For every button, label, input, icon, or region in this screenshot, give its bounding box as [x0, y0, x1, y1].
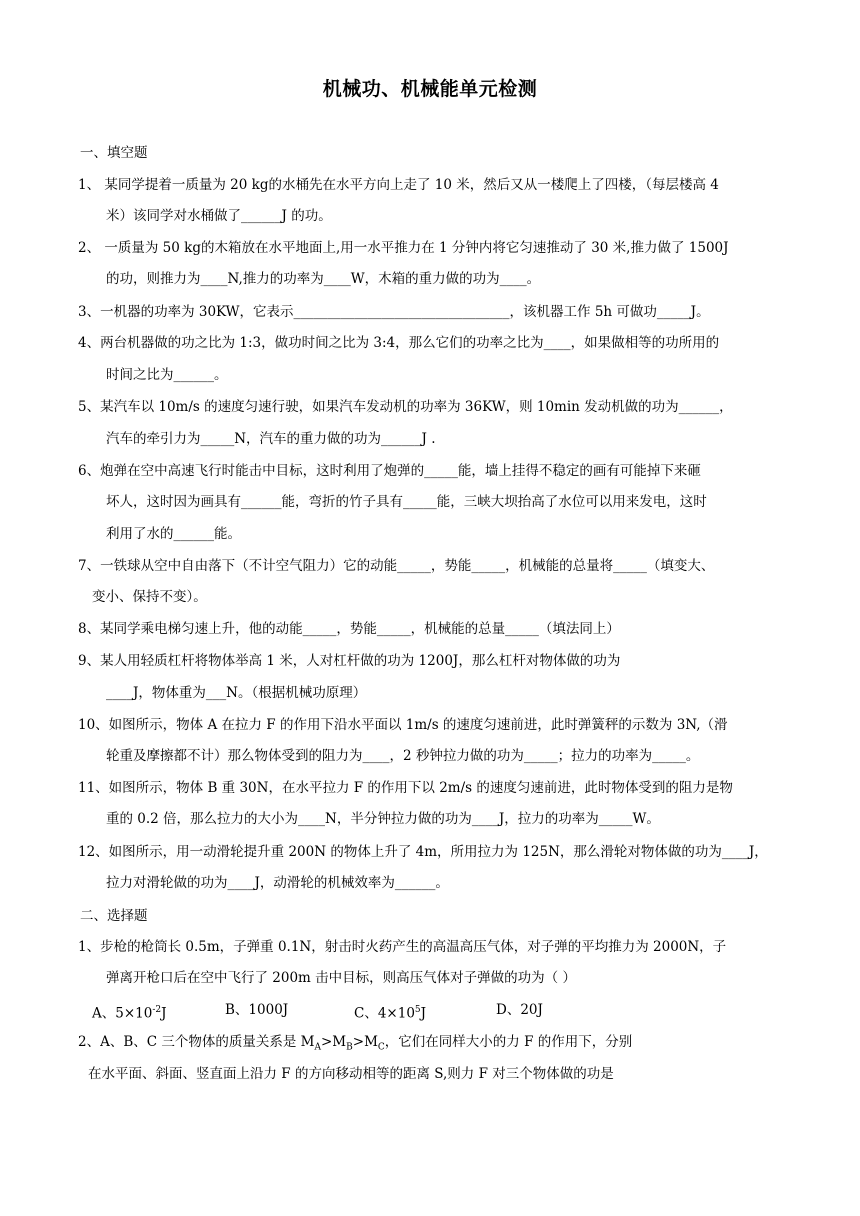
question-12-line-2: 拉力对滑轮做的功为____J，动滑轮的机械效率为______。 [106, 875, 449, 891]
question-8-line-1: 8、某同学乘电梯匀速上升，他的动能_____，势能_____，机械能的总量_____（填法同上） [78, 621, 620, 637]
mc-question-1-line-1: 1、步枪的枪筒长 0.5m，子弹重 0.1N，射击时火药产生的高温高压气体，对子弹的平均推力为 2000N，子 [78, 939, 727, 955]
option-c-exponent: 5 [414, 1005, 421, 1015]
question-3-line-1: 3、一机器的功率为 30KW，它表示________________________________，该机器工作 5h 可做功_____J。 [78, 304, 710, 320]
option-a-unit: J [161, 1005, 167, 1022]
question-6-line-3: 利用了水的______能。 [106, 526, 241, 542]
option-c-unit: J [420, 1005, 427, 1022]
question-7-line-2: 变小、保持不变）。 [92, 589, 207, 605]
mc-question-1-line-2: 弹离开枪口后在空中飞行了 200m 击中目标，则高压气体对子弹做的功为（ ） [106, 970, 576, 986]
question-7-line-1: 7、一铁球从空中自由落下（不计空气阻力）它的动能_____，势能_____，机械能的总量将_____（填变大、 [78, 558, 715, 574]
question-2-line-2: 的功，则推力为____N,推力的功率为____W，木箱的重力做的功为____。 [106, 271, 541, 287]
mc-question-2-text-start: 2、A、B、C 三个物体的质量关系是 M [78, 1034, 315, 1050]
mc-question-2-gt-1: >M [321, 1034, 347, 1050]
section-heading-multiple-choice: 二、选择题 [80, 908, 148, 924]
question-1-line-1: 1、 某同学提着一质量为 20 kg的水桶先在水平方向上走了 10 米，然后又从一楼爬上了四楼，（每层楼高 4 [78, 177, 719, 193]
mc-question-1-option-b: B、1000J [225, 1002, 289, 1018]
subscript-c: C [377, 1042, 385, 1053]
question-10-line-2: 轮重及摩擦都不计）那么物体受到的阻力为____，2 秒钟拉力做的功为_____；拉力的功率为_____。 [106, 748, 700, 764]
mc-question-2-line-1 [78, 1032, 632, 1058]
question-4-line-1: 4、两台机器做的功之比为 1:3，做功时间之比为 3:4，那么它们的功率之比为____，如果做相等的功所用的 [78, 335, 720, 351]
subscript-a: A [314, 1042, 321, 1053]
question-6-line-1: 6、炮弹在空中高速飞行时能击中目标，这时利用了炮弹的_____能，墙上挂得不稳定的画有可能掉下来砸 [78, 463, 701, 479]
mc-question-1-option-c [354, 1000, 426, 1024]
question-1-line-2: 米）该同学对水桶做了______J 的功。 [106, 208, 332, 224]
subscript-b: B [346, 1042, 353, 1053]
question-9-line-1: 9、某人用轻质杠杆将物体举高 1 米，人对杠杆做的功为 1200J，那么杠杆对物体做的功为 [78, 653, 621, 669]
option-a-exponent: -2 [152, 1005, 162, 1015]
question-10-line-1: 10、如图所示，物体 A 在拉力 F 的作用下沿水平面以 1m/s 的速度匀速前进，此时弹簧秤的示数为 3N,（滑 [78, 717, 728, 733]
mc-question-1-option-d: D、20J [496, 1002, 543, 1018]
section-heading-fill-blank: 一、填空题 [80, 145, 148, 161]
mc-question-1-option-a [92, 1000, 167, 1024]
question-11-line-1: 11、如图所示，物体 B 重 30N，在水平拉力 F 的作用下以 2m/s 的速度匀速前进，此时物体受到的阻力是物 [78, 780, 733, 796]
mc-question-2-line-2: 在水平面、斜面、竖直面上沿力 F 的方向移动相等的距离 S,则力 F 对三个物体做的功是 [88, 1066, 614, 1082]
mc-question-2-gt-2: >M [352, 1034, 378, 1050]
question-5-line-2: 汽车的牵引力为_____N，汽车的重力做的功为______J . [106, 431, 436, 447]
question-12-line-1: 12、如图所示，用一动滑轮提升重 200N 的物体上升了 4m，所用拉力为 125N，那么滑轮对物体做的功为____J， [78, 844, 768, 860]
option-a-base: A、5×10 [92, 1005, 153, 1022]
question-11-line-2: 重的 0.2 倍，那么拉力的大小为____N，半分钟拉力做的功为____J，拉力的功率为_____W。 [106, 811, 660, 827]
question-2-line-1: 2、 一质量为 50 kg的木箱放在水平地面上,用一水平推力在 1 分钟内将它匀速推动了 30 米,推力做了 1500J [78, 240, 729, 256]
page-title: 机械功、机械能单元检测 [322, 78, 538, 100]
question-9-line-2: ____J，物体重为___N。（根据机械功原理） [106, 685, 367, 701]
question-6-line-2: 坏人，这时因为画具有______能，弯折的竹子具有_____能，三峡大坝抬高了水位可以用来发电，这时 [106, 494, 707, 510]
question-4-line-2: 时间之比为______。 [106, 367, 228, 383]
mc-question-2-text-end: ，它们在同样大小的力 F 的作用下，分别 [384, 1034, 633, 1050]
option-c-base: C、4×10 [354, 1005, 415, 1022]
question-5-line-1: 5、某汽车以 10m/s 的速度匀速行驶，如果汽车发动机的功率为 36KW，则 10min 发动机做的功为______， [78, 399, 733, 415]
